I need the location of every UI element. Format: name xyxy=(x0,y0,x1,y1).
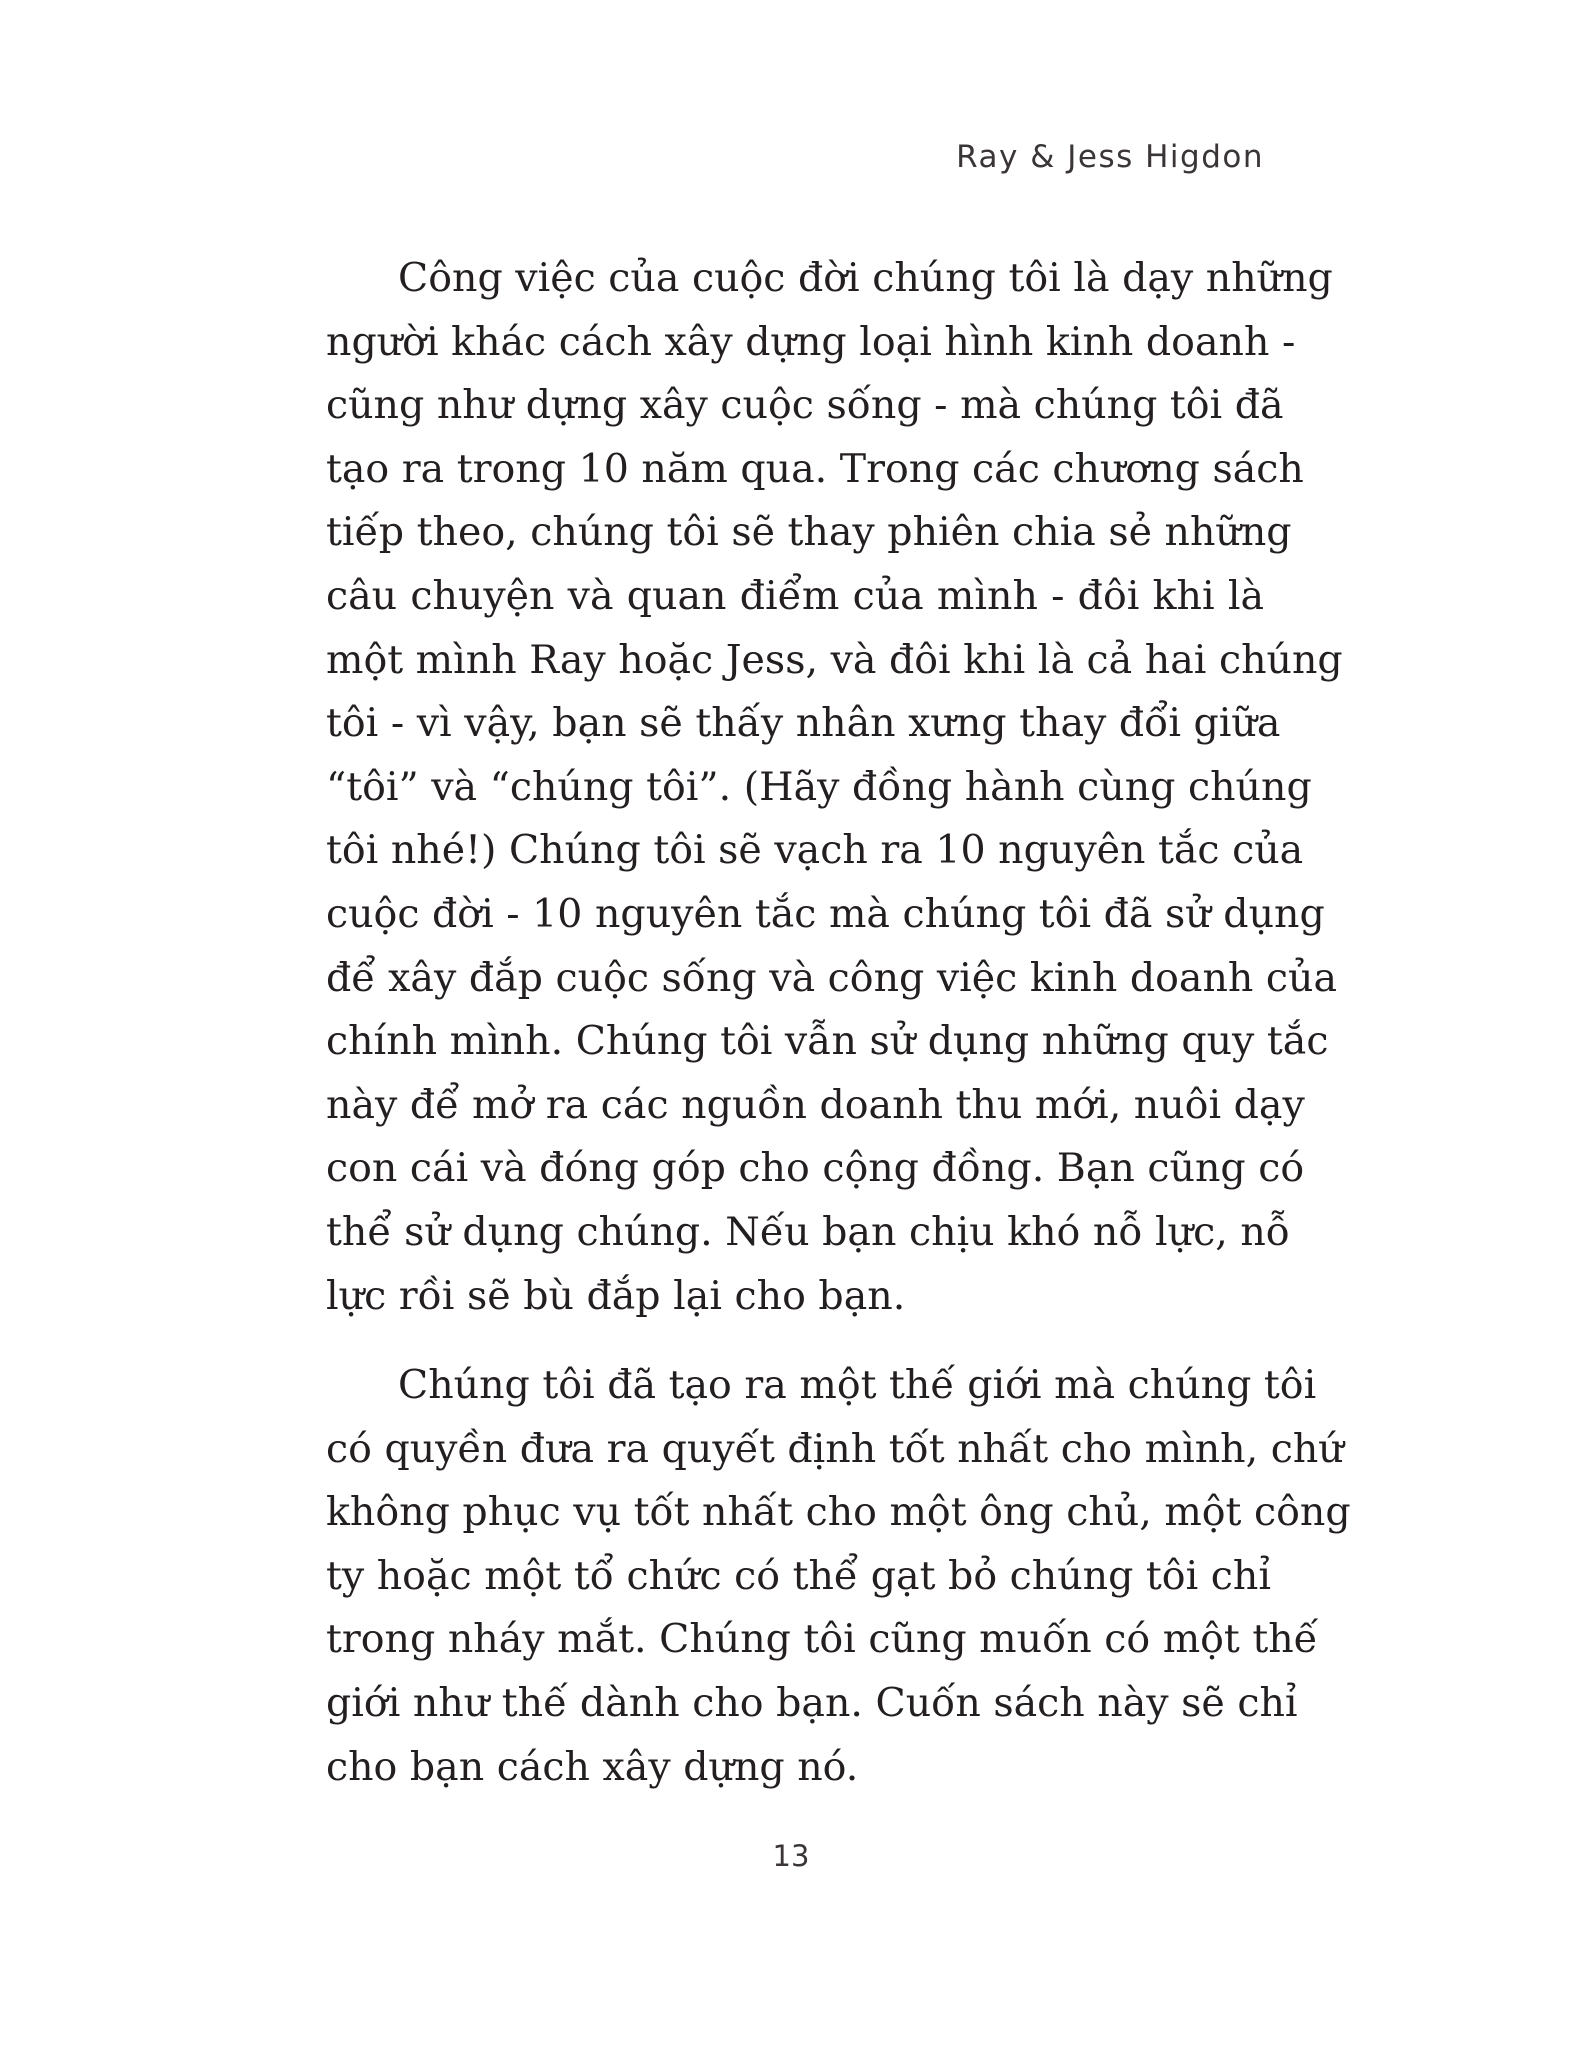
text-line: cũng như dựng xây cuộc sống - mà chúng tôi đã xyxy=(326,382,1284,429)
text-line: có quyền đưa ra quyết định tốt nhất cho mình, chứ xyxy=(326,1425,1344,1472)
text-line: tạo ra trong 10 năm qua. Trong các chương sách xyxy=(326,445,1304,492)
text-line: tôi nhé!) Chúng tôi sẽ vạch ra 10 nguyên tắc của xyxy=(326,827,1304,874)
text-line: cho bạn cách xây dựng nó. xyxy=(326,1743,859,1790)
text-line: trong nháy mắt. Chúng tôi cũng muốn có một thế xyxy=(326,1616,1318,1663)
text-line: Chúng tôi đã tạo ra một thế giới mà chúng tôi xyxy=(398,1362,1317,1409)
text-line: thể sử dụng chúng. Nếu bạn chịu khó nỗ lực, nỗ xyxy=(326,1208,1290,1255)
text-line: không phục vụ tốt nhất cho một ông chủ, một công xyxy=(326,1489,1351,1536)
text-line: Công việc của cuộc đời chúng tôi là dạy những xyxy=(398,255,1333,301)
text-line: chính mình. Chúng tôi vẫn sử dụng những quy tắc xyxy=(326,1018,1329,1065)
text-line: người khác cách xây dựng loại hình kinh doanh - xyxy=(326,318,1296,365)
running-header: Ray & Jess Higdon xyxy=(956,139,1264,175)
text-line: lực rồi sẽ bù đắp lại cho bạn. xyxy=(326,1272,906,1319)
text-line: tôi - vì vậy, bạn sẽ thấy nhân xưng thay đổi giữa xyxy=(326,700,1281,747)
text-line: ty hoặc một tổ chức có thể gạt bỏ chúng tôi chỉ xyxy=(326,1552,1271,1599)
text-line: cuộc đời - 10 nguyên tắc mà chúng tôi đã sử dụng xyxy=(326,890,1325,937)
body-text xyxy=(326,247,1351,1799)
text-line: “tôi” và “chúng tôi”. (Hãy đồng hành cùng chúng xyxy=(326,763,1312,810)
text-line: tiếp theo, chúng tôi sẽ thay phiên chia sẻ những xyxy=(326,509,1292,556)
text-line: câu chuyện và quan điểm của mình - đôi khi là xyxy=(326,572,1264,619)
text-line: giới như thế dành cho bạn. Cuốn sách này sẽ chỉ xyxy=(326,1680,1298,1727)
text-line: để xây đắp cuộc sống và công việc kinh doanh của xyxy=(326,954,1338,1001)
text-line: một mình Ray hoặc Jess, và đôi khi là cả hai chúng xyxy=(326,636,1343,683)
text-line: này để mở ra các nguồn doanh thu mới, nuôi dạy xyxy=(326,1081,1305,1128)
paragraph xyxy=(326,247,1343,1328)
paragraph xyxy=(326,1354,1351,1799)
page-number: 13 xyxy=(772,1839,810,1873)
text-line: con cái và đóng góp cho cộng đồng. Bạn cũng có xyxy=(326,1145,1305,1192)
